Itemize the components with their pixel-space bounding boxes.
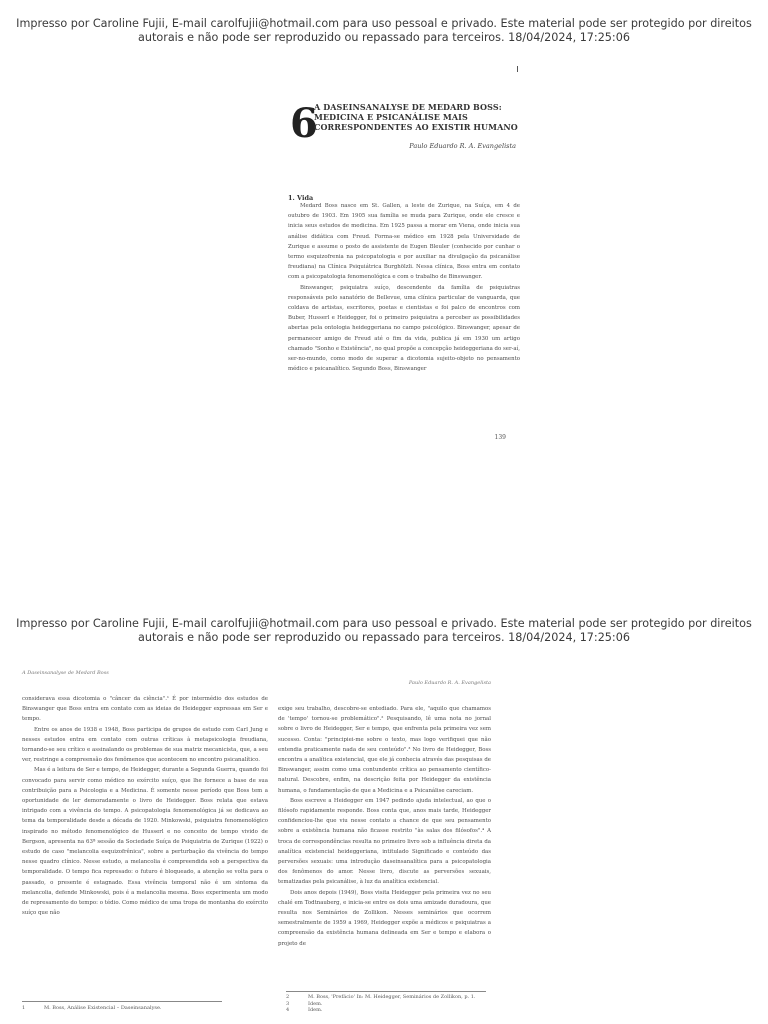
page-number: 139: [494, 434, 506, 441]
paragraph: Medard Boss nasce em St. Gallen, a leste de Zurique, na Suíça, em 4 de outubro de 1903. Em 1905 sua família se muda para Zurique, onde ele cresce e inicia seus estudos de medicina. Em 1925 passa a morar em Viena, onde inicia sua análise didática com Freud. Forma-se médico em 1928 pela Universidade de Zurique e assume o posto de assistente de Eugen Bleuler (conhecido por cunhar o termo esquizofrenia na psicopatologia e por auxiliar na divulgação da psicanálise freudiana) na Clínica Psiquiátrica Burghölzli. Nessa clínica, Boss entra em contato com a psicopatologia fenomenológica e com o trabalho de Binswanger.: [288, 203, 520, 281]
paragraph: Boss escreve a Heidegger em 1947 pedindo ajuda intelectual, ao que o filósofo rapidamente responde. Boss conta que, anos mais tarde, Heidegger confidenciou-lhe que viu nesse contato a chance de que seu pensamento sobre a existência humana não ficasse restrito "às salas dos filósofos".⁴ A troca de correspondências resulta no primeiro livro sob a influência direta da analítica existencial heideggeriana, intitulado Significado e conteúdo das perversões sexuais: uma introdução daseinsanalítica para a psicopatologia dos fenômenos do amor. Nesse livro, discute as perversões sexuais, tematizadas pela psicanálise, à luz da analítica existencial.: [278, 797, 491, 886]
watermark-bottom: [0, 617, 768, 645]
chapter-author: Paulo Eduardo R. A. Evangelista: [409, 142, 516, 150]
footnote-divider: [22, 1001, 222, 1002]
watermark-line-1: Impresso por Caroline Fujii, E-mail carolfujii@hotmail.com para uso pessoal e privado. Este material pode ser protegido por direitos: [16, 17, 752, 30]
right-page-body: [278, 704, 491, 949]
footnotes: [286, 994, 476, 1014]
watermark-top: [0, 17, 768, 45]
footnotes: [22, 1005, 162, 1012]
paragraph: Dois anos depois (1949), Boss visita Heidegger pela primeira vez no seu chalé em Todtnauberg, e inicia-se entre os dois uma amizade duradoura, que resulta nos Seminários de Zollikon. Nesses seminários que ocorrem semestralmente de 1959 a 1969, Heidegger expõe a médicos e psiquiatras a compreensão da existência humana delineada em Ser e tempo e elabora o projeto de: [278, 889, 491, 947]
footnote: 1 M. Boss, Análise Existencial – Daseinsanalyse.: [22, 1005, 162, 1011]
watermark-line-2: autorais e não pode ser reproduzido ou repassado para terceiros. 18/04/2024, 17:25:06: [138, 631, 630, 644]
running-head: A Daseinsanalyse de Medard Boss: [22, 670, 109, 676]
page1-body: [288, 201, 520, 374]
chapter-title: A DASEINSANALYSE DE MEDARD BOSS: MEDICINA E PSICANÁLISE MAIS CORRESPONDENTES AO EXISTIR HUMANO: [314, 102, 518, 132]
paragraph: Mas é a leitura de Ser e tempo, de Heidegger, durante a Segunda Guerra, quando foi convocado para servir como médico no exército suíço, que lhe fornece a base de sua contribuição para a Psicologia e a Medicina. É somente nesse período que Boss tem a oportunidade de ler demoradamente o livro de Heidegger. Boss relata que estava intrigado com a vivência do tempo. A psicopatologia fenomenológica já se dedicava ao tema da temporalidade desde a década de 1920. Minkowski, psiquiatra fenomenológico inspirado no método fenomenológico de Husserl e no conceito de tempo vivido de Bergson, apresenta na 63ª sessão da Sociedade Suíça de Psiquiatria de Zurique (1922) o estudo de caso "melancolia esquizofrênica", sobre a perturbação da vivência do tempo nesse quadro clínico. Nesse estudo, a melancolia é compreendida sob a perspectiva da temporalidade. O tempo fica represado: o futuro é bloqueado, a atenção se volta para o passado, o presente é estagnado. Essa vivência temporal não é um sintoma da melancolia, defende Minkowski, pois é a melancolia mesma. Boss experimenta um modo de represamento do tempo: o tédio. Como médico de uma tropa de montanha do exército suíço que não: [22, 767, 268, 917]
scan-edge-mark: [517, 66, 518, 72]
chapter-number: 6: [290, 100, 318, 147]
paragraph: considerava essa dicotomia o "câncer da ciência".¹ É por intermédio dos estudos de Binswanger que Boss entra em contato com as ideias de Heidegger expressas em Ser e tempo.: [22, 696, 268, 723]
book-page-left: [20, 664, 272, 1024]
footnote: 4 Idem.: [286, 1007, 323, 1014]
watermark-line-1: Impresso por Caroline Fujii, E-mail carolfujii@hotmail.com para uso pessoal e privado. Este material pode ser protegido por direitos: [16, 617, 752, 630]
book-page-139: [288, 66, 520, 551]
book-page-right: [278, 664, 493, 1024]
footnote: 3 Idem.: [286, 1000, 323, 1007]
section-heading: 1. Vida: [288, 194, 314, 202]
paragraph: Entre os anos de 1938 e 1948, Boss participa de grupos de estudo com Carl Jung e nesses estudos entra em contato com outras críticas à metapsicologia freudiana, tornando-se seu crítico e assinalando os problemas de sua matriz mecanicista, que, a seu ver, restringe a compreensão dos fenômenos que acontecem no encontro psicanalítico.: [22, 726, 268, 764]
paragraph: Binswanger, psiquiatra suíço, descendente da família de psiquiatras responsáveis pelo sanatório de Bellevue, uma clínica particular de vanguarda, que coldava de artistas, escritores, poetas e cientistas e foi palco de encontros com Buber, Husserl e Heidegger, foi o primeiro psiquiatra a perceber as possibilidades abertas pela ontologia heideggeriana no campo psicológico. Binswanger, apesar de permanecer amigo de Freud até o fim da vida, publica já em 1930 um artigo chamado "Sonho e Existência", no qual propõe a concepção heideggeriana do ser-aí, ser-no-mundo, como modo de superar a dicotomia sujeito-objeto no pensamento médico e psicanalítico. Segundo Boss, Binswanger: [288, 284, 520, 373]
left-page-body: [22, 694, 268, 918]
footnote-divider: [286, 991, 486, 992]
running-head: Paulo Eduardo R. A. Evangelista: [408, 680, 491, 686]
footnote: 2 M. Boss, 'Prefácio' In: M. Heidegger, Seminários de Zollikon, p. 1.: [286, 994, 476, 1000]
paragraph: exige seu trabalho, descobre-se entediado. Para ele, "aquilo que chamamos de 'tempo' tornou-se problemático".² Pesquisando, lê uma nota no jornal sobre o livro de Heidegger, Ser e tempo, que enfrenta pela primeira vez sem sucesso. Conta: "principiei-me sobre o texto, mas logo verifiquei que não entendia praticamente nada de seu conteúdo".³ No livro de Heidegger, Boss encontra a analítica existencial, que ele já conhecia através das pesquisas de Binswanger, assim como uma contundente crítica ao pensamento científico-natural. Descobre, enfim, na descrição feita por Heidegger da existência humana, o fundamentação de que a Medicina e a Psicanálise careciam.: [278, 706, 491, 794]
watermark-line-2: autorais e não pode ser reproduzido ou repassado para terceiros. 18/04/2024, 17:25:06: [138, 31, 630, 44]
